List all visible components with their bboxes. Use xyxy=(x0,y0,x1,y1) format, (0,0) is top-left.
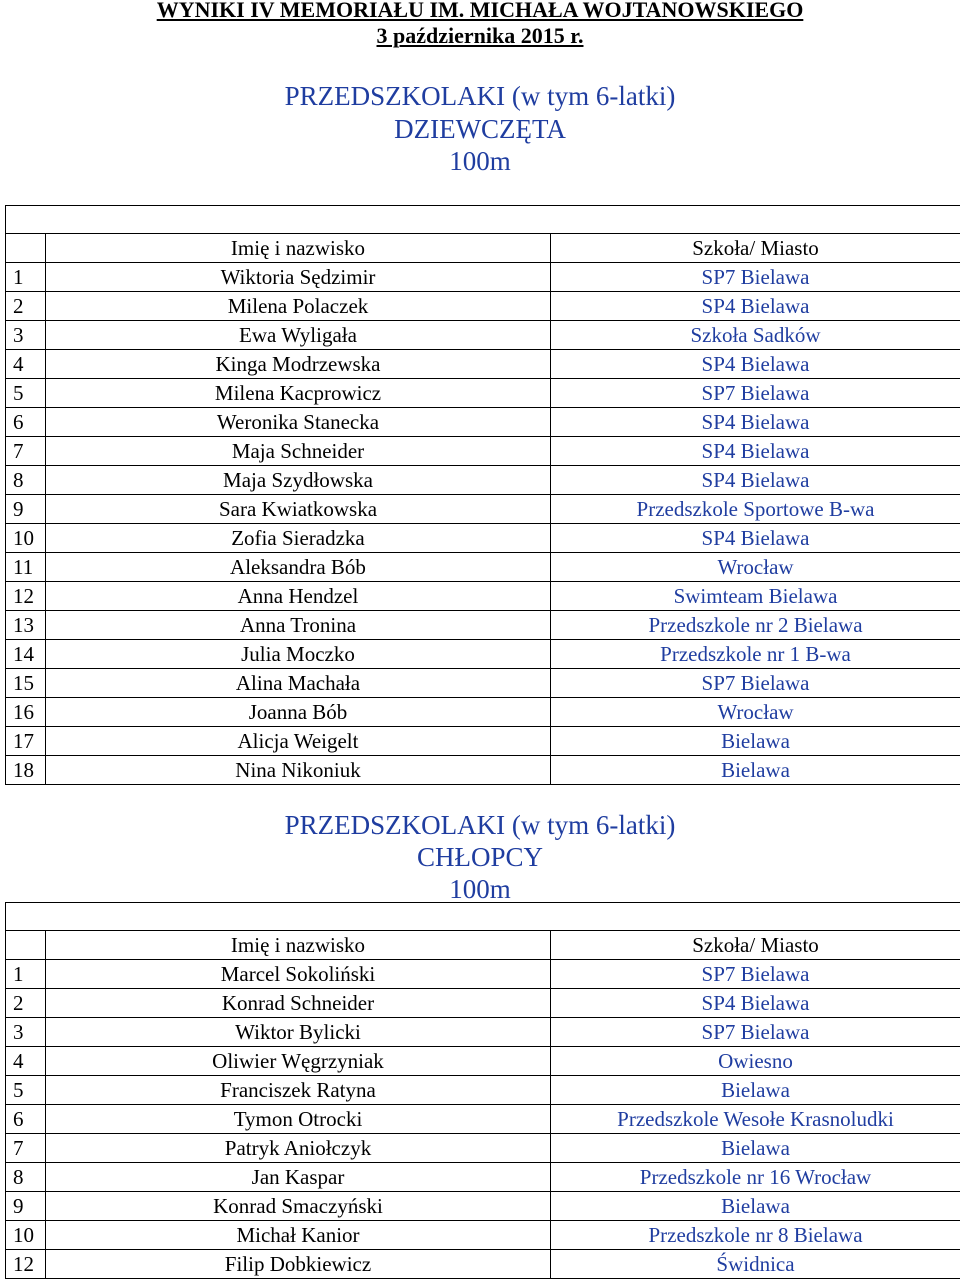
section-category: PRZEDSZKOLAKI (w tym 6-latki) xyxy=(284,81,676,111)
result-row xyxy=(6,698,960,727)
place-cell: 9 xyxy=(6,1192,46,1221)
athlete-name-cell: Aleksandra Bób xyxy=(46,553,551,582)
section-category: PRZEDSZKOLAKI (w tym 6-latki) xyxy=(284,810,676,840)
result-row xyxy=(6,263,960,292)
table-header-row xyxy=(6,931,960,960)
header-school: Szkoła/ Miasto xyxy=(551,234,960,263)
result-row xyxy=(6,640,960,669)
school-cell: Przedszkole nr 2 Bielawa xyxy=(551,611,960,640)
place-cell: 7 xyxy=(6,437,46,466)
athlete-name-cell: Anna Tronina xyxy=(46,611,551,640)
school-cell: Owiesno xyxy=(551,1047,960,1076)
place-cell: 3 xyxy=(6,1018,46,1047)
header-name: Imię i nazwisko xyxy=(46,931,551,960)
place-cell: 1 xyxy=(6,960,46,989)
result-row xyxy=(6,1076,960,1105)
place-cell: 18 xyxy=(6,756,46,785)
table-blank-row xyxy=(6,206,960,234)
athlete-name-cell: Milena Polaczek xyxy=(46,292,551,321)
athlete-name-cell: Milena Kacprowicz xyxy=(46,379,551,408)
school-cell: SP4 Bielawa xyxy=(551,350,960,379)
athlete-name-cell: Joanna Bób xyxy=(46,698,551,727)
result-row xyxy=(6,379,960,408)
result-row xyxy=(6,495,960,524)
place-cell: 8 xyxy=(6,466,46,495)
school-cell: SP4 Bielawa xyxy=(551,292,960,321)
school-cell: Świdnica xyxy=(551,1250,960,1279)
school-cell: Bielawa xyxy=(551,727,960,756)
athlete-name-cell: Alina Machała xyxy=(46,669,551,698)
place-cell: 6 xyxy=(6,408,46,437)
table-header-row xyxy=(6,234,960,263)
school-cell: SP7 Bielawa xyxy=(551,263,960,292)
place-cell: 13 xyxy=(6,611,46,640)
header-place xyxy=(6,234,46,263)
athlete-name-cell: Jan Kaspar xyxy=(46,1163,551,1192)
place-cell: 5 xyxy=(6,379,46,408)
place-cell: 11 xyxy=(6,553,46,582)
school-cell: SP7 Bielawa xyxy=(551,1018,960,1047)
place-cell: 17 xyxy=(6,727,46,756)
result-row xyxy=(6,582,960,611)
document-title: WYNIKI IV MEMORIAŁU IM. MICHAŁA WOJTANOWSKIEGO xyxy=(156,0,804,22)
school-cell: SP4 Bielawa xyxy=(551,466,960,495)
result-row xyxy=(6,669,960,698)
school-cell: Bielawa xyxy=(551,1192,960,1221)
result-row xyxy=(6,321,960,350)
section-distance: 100m xyxy=(449,146,511,176)
athlete-name-cell: Sara Kwiatkowska xyxy=(46,495,551,524)
athlete-name-cell: Anna Hendzel xyxy=(46,582,551,611)
athlete-name-cell: Patryk Aniołczyk xyxy=(46,1134,551,1163)
result-row xyxy=(6,1018,960,1047)
document-date: 3 października 2015 r. xyxy=(376,23,584,48)
athlete-name-cell: Marcel Sokoliński xyxy=(46,960,551,989)
place-cell: 2 xyxy=(6,292,46,321)
section-group: DZIEWCZĘTA xyxy=(394,114,566,144)
school-cell: SP7 Bielawa xyxy=(551,960,960,989)
athlete-name-cell: Tymon Otrocki xyxy=(46,1105,551,1134)
athlete-name-cell: Zofia Sieradzka xyxy=(46,524,551,553)
place-cell: 10 xyxy=(6,1221,46,1250)
place-cell: 4 xyxy=(6,350,46,379)
athlete-name-cell: Maja Schneider xyxy=(46,437,551,466)
athlete-name-cell: Konrad Schneider xyxy=(46,989,551,1018)
section-distance: 100m xyxy=(449,874,511,904)
place-cell: 14 xyxy=(6,640,46,669)
place-cell: 12 xyxy=(6,1250,46,1279)
school-cell: Przedszkole nr 1 B-wa xyxy=(551,640,960,669)
result-row xyxy=(6,989,960,1018)
place-cell: 15 xyxy=(6,669,46,698)
athlete-name-cell: Maja Szydłowska xyxy=(46,466,551,495)
result-row xyxy=(6,1250,960,1279)
place-cell: 3 xyxy=(6,321,46,350)
athlete-name-cell: Michał Kanior xyxy=(46,1221,551,1250)
athlete-name-cell: Oliwier Węgrzyniak xyxy=(46,1047,551,1076)
result-row xyxy=(6,1134,960,1163)
result-row xyxy=(6,437,960,466)
result-row xyxy=(6,756,960,785)
place-cell: 2 xyxy=(6,989,46,1018)
athlete-name-cell: Nina Nikoniuk xyxy=(46,756,551,785)
result-row xyxy=(6,960,960,989)
header-school: Szkoła/ Miasto xyxy=(551,931,960,960)
school-cell: Bielawa xyxy=(551,756,960,785)
result-row xyxy=(6,292,960,321)
athlete-name-cell: Julia Moczko xyxy=(46,640,551,669)
school-cell: Wrocław xyxy=(551,698,960,727)
school-cell: Bielawa xyxy=(551,1134,960,1163)
place-cell: 12 xyxy=(6,582,46,611)
result-row xyxy=(6,1105,960,1134)
athlete-name-cell: Ewa Wyligała xyxy=(46,321,551,350)
athlete-name-cell: Alicja Weigelt xyxy=(46,727,551,756)
school-cell: Przedszkole nr 8 Bielawa xyxy=(551,1221,960,1250)
school-cell: Bielawa xyxy=(551,1076,960,1105)
results-table-boys xyxy=(5,902,960,1279)
place-cell: 6 xyxy=(6,1105,46,1134)
athlete-name-cell: Wiktoria Sędzimir xyxy=(46,263,551,292)
school-cell: Szkoła Sadków xyxy=(551,321,960,350)
school-cell: Wrocław xyxy=(551,553,960,582)
school-cell: SP4 Bielawa xyxy=(551,437,960,466)
place-cell: 9 xyxy=(6,495,46,524)
result-row xyxy=(6,727,960,756)
place-cell: 1 xyxy=(6,263,46,292)
header-place xyxy=(6,931,46,960)
result-row xyxy=(6,1221,960,1250)
school-cell: SP4 Bielawa xyxy=(551,524,960,553)
place-cell: 10 xyxy=(6,524,46,553)
result-row xyxy=(6,1192,960,1221)
results-table-girls xyxy=(5,205,960,785)
table-blank-row xyxy=(6,903,960,931)
result-row xyxy=(6,1047,960,1076)
athlete-name-cell: Wiktor Bylicki xyxy=(46,1018,551,1047)
place-cell: 7 xyxy=(6,1134,46,1163)
result-row xyxy=(6,466,960,495)
athlete-name-cell: Filip Dobkiewicz xyxy=(46,1250,551,1279)
result-row xyxy=(6,350,960,379)
result-row xyxy=(6,524,960,553)
result-row xyxy=(6,553,960,582)
athlete-name-cell: Kinga Modrzewska xyxy=(46,350,551,379)
place-cell: 16 xyxy=(6,698,46,727)
athlete-name-cell: Franciszek Ratyna xyxy=(46,1076,551,1105)
result-row xyxy=(6,1163,960,1192)
school-cell: Swimteam Bielawa xyxy=(551,582,960,611)
school-cell: SP4 Bielawa xyxy=(551,408,960,437)
school-cell: SP7 Bielawa xyxy=(551,669,960,698)
header-name: Imię i nazwisko xyxy=(46,234,551,263)
school-cell: SP7 Bielawa xyxy=(551,379,960,408)
school-cell: Przedszkole nr 16 Wrocław xyxy=(551,1163,960,1192)
place-cell: 4 xyxy=(6,1047,46,1076)
athlete-name-cell: Konrad Smaczyński xyxy=(46,1192,551,1221)
school-cell: SP4 Bielawa xyxy=(551,989,960,1018)
athlete-name-cell: Weronika Stanecka xyxy=(46,408,551,437)
section-group: CHŁOPCY xyxy=(416,842,544,872)
school-cell: Przedszkole Wesołe Krasnoludki xyxy=(551,1105,960,1134)
place-cell: 5 xyxy=(6,1076,46,1105)
result-row xyxy=(6,611,960,640)
place-cell: 8 xyxy=(6,1163,46,1192)
result-row xyxy=(6,408,960,437)
school-cell: Przedszkole Sportowe B-wa xyxy=(551,495,960,524)
